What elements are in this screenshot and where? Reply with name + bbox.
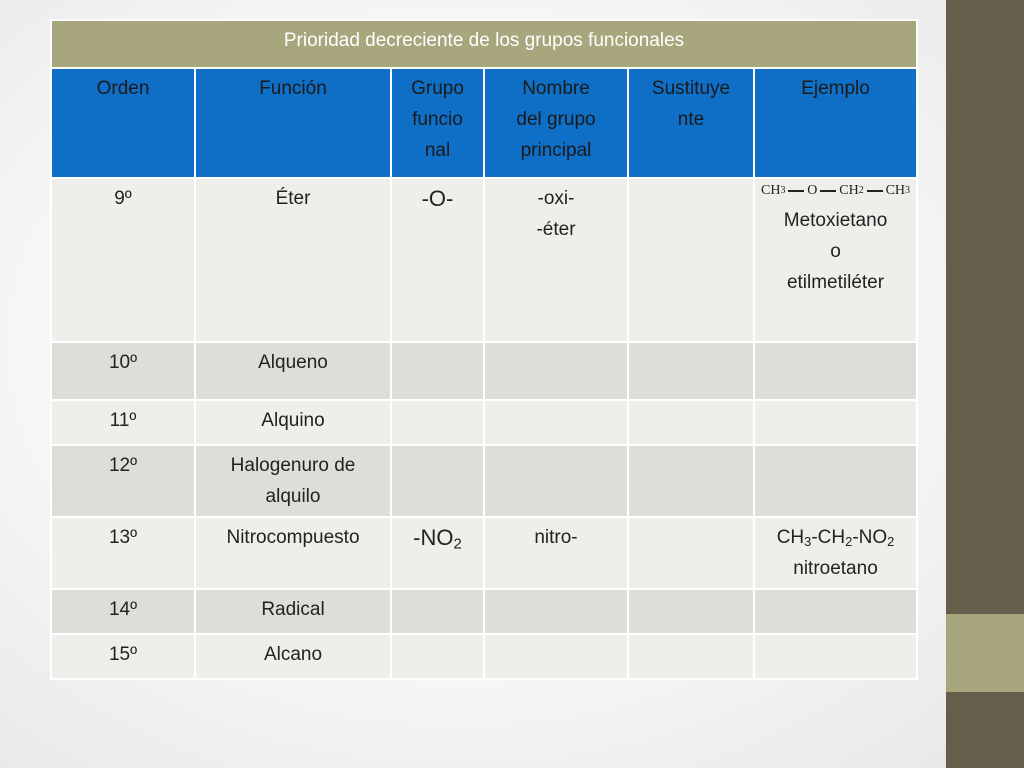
cell-grupo: -O- — [391, 178, 484, 342]
cell-orden: 14º — [51, 589, 195, 634]
cell-funcion: Éter — [195, 178, 391, 342]
table-row-12 — [51, 445, 917, 517]
cell-funcion: Alquino — [195, 400, 391, 445]
cell-sustituyente — [628, 178, 754, 342]
cell-orden: 15º — [51, 634, 195, 679]
table-row-10 — [51, 342, 917, 400]
cell-orden: 11º — [51, 400, 195, 445]
header-ejemplo: Ejemplo — [754, 68, 917, 178]
cell-grupo: $-NO_2$ — [391, 517, 484, 589]
single-bond — [788, 190, 804, 192]
header-nombre: Nombre del grupo principal — [484, 68, 628, 178]
single-bond — [867, 190, 883, 192]
header-orden: Orden — [51, 68, 195, 178]
table-row-13 — [51, 517, 917, 589]
cell-funcion: Halogenuro de alquilo — [195, 445, 391, 517]
cell-ejemplo: CH 3 O CH 2 CH 3 Metoxietano o etilmetiléter — [754, 178, 917, 342]
table-row-11 — [51, 400, 917, 445]
cell-orden: 12º — [51, 445, 195, 517]
single-bond — [820, 190, 836, 192]
side-bar-tab — [946, 614, 1024, 692]
header-grupo: Grupo funcio nal — [391, 68, 484, 178]
table-title: Prioridad decreciente de los grupos funcionales — [51, 20, 917, 68]
cell-funcion: Alqueno — [195, 342, 391, 400]
cell-orden: 9º — [51, 178, 195, 342]
cell-ejemplo: $CH_3-CH_2-NO_2$ nitroetano — [754, 517, 917, 589]
table-row-15 — [51, 634, 917, 679]
cell-sustituyente — [628, 517, 754, 589]
cell-nombre: nitro- — [484, 517, 628, 589]
cell-funcion: Alcano — [195, 634, 391, 679]
header-funcion: Función — [195, 68, 391, 178]
table-row-14 — [51, 589, 917, 634]
cell-nombre: -oxi- -éter — [484, 178, 628, 342]
header-sustituyente: Sustituye nte — [628, 68, 754, 178]
table-row-9 — [51, 178, 917, 342]
cell-orden: 13º — [51, 517, 195, 589]
cell-orden: 10º — [51, 342, 195, 400]
cell-funcion: Nitrocompuesto — [195, 517, 391, 589]
nitro-formula: $CH_3-CH_2-NO_2$ — [776, 527, 895, 550]
cell-funcion: Radical — [195, 589, 391, 634]
header-row — [51, 68, 917, 178]
ether-structural-formula: CH 3 O CH 2 CH 3 — [761, 183, 911, 198]
functional-groups-table — [50, 19, 918, 680]
